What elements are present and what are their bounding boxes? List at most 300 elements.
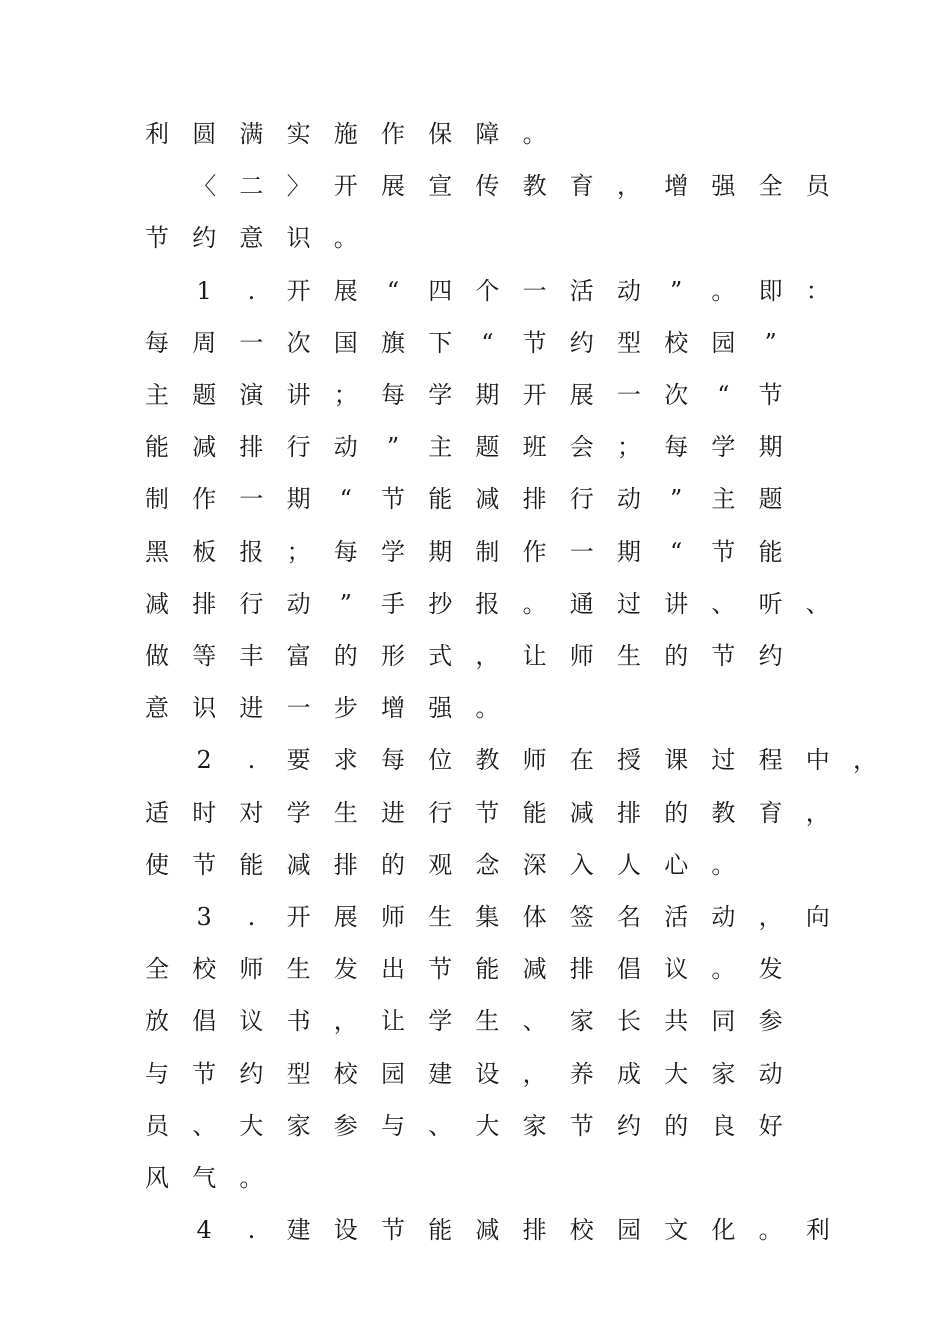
text-glyph: 。 <box>475 694 500 723</box>
text-glyph: 学 <box>711 433 736 462</box>
text-glyph: 共 <box>664 1007 689 1036</box>
text-glyph: 位 <box>428 746 453 775</box>
text-glyph: 生 <box>286 955 311 984</box>
text-glyph: 作 <box>381 120 405 148</box>
text-glyph: 能 <box>145 433 169 462</box>
text-glyph: 型 <box>286 1059 311 1088</box>
text-glyph: 建 <box>286 1216 311 1245</box>
text-glyph: 约 <box>617 1111 641 1140</box>
text-glyph: 好 <box>758 1111 783 1140</box>
text-glyph: . <box>247 746 256 775</box>
text-glyph: 与 <box>381 1111 405 1140</box>
text-glyph: 学 <box>286 798 311 827</box>
text-glyph: ” <box>764 328 777 357</box>
text-line <box>0 380 950 410</box>
text-glyph: 。 <box>333 224 358 253</box>
text-glyph: 、 <box>805 589 830 618</box>
text-glyph: 每 <box>664 433 689 462</box>
text-glyph: 意 <box>145 694 169 723</box>
text-glyph: 班 <box>522 433 547 462</box>
text-glyph: 期 <box>758 433 783 462</box>
text-glyph: 过 <box>617 589 641 618</box>
text-glyph: 期 <box>286 485 311 514</box>
text-glyph: 排 <box>192 589 217 618</box>
text-glyph: ， <box>617 172 641 201</box>
text-glyph: 约 <box>239 1059 264 1088</box>
text-glyph: 强 <box>711 172 736 201</box>
text-glyph: 师 <box>569 642 594 670</box>
text-glyph: 能 <box>758 537 783 566</box>
text-glyph: 国 <box>333 328 358 357</box>
text-glyph: 减 <box>286 850 311 879</box>
text-glyph: 展 <box>333 903 358 931</box>
text-line <box>0 798 950 828</box>
text-glyph: ： <box>805 276 830 305</box>
text-glyph: “ <box>717 381 730 409</box>
text-glyph: 能 <box>428 1216 453 1245</box>
text-glyph: 生 <box>475 1007 500 1036</box>
text-glyph: 倡 <box>192 1007 217 1036</box>
text-glyph: 施 <box>333 120 358 148</box>
text-glyph: 二 <box>239 172 264 201</box>
text-line <box>0 693 950 723</box>
text-glyph: 减 <box>475 1216 500 1245</box>
text-glyph: 型 <box>617 328 641 357</box>
text-glyph: 板 <box>192 537 217 566</box>
text-glyph: 议 <box>664 955 689 984</box>
text-glyph: 主 <box>145 381 169 409</box>
text-glyph: 校 <box>333 1059 358 1088</box>
text-glyph: 报 <box>239 537 264 566</box>
text-glyph: 与 <box>145 1059 169 1088</box>
text-glyph: 师 <box>522 746 547 775</box>
text-glyph: 气 <box>192 1164 217 1192</box>
text-glyph: 一 <box>286 694 311 723</box>
text-line <box>0 432 950 462</box>
text-glyph: 作 <box>522 537 547 566</box>
text-glyph: 排 <box>333 850 358 879</box>
text-glyph: 期 <box>475 381 500 409</box>
text-glyph: 心 <box>664 850 689 879</box>
text-glyph: 排 <box>569 955 594 984</box>
text-glyph: 员 <box>145 1111 169 1140</box>
text-glyph: 展 <box>569 381 594 409</box>
text-glyph: 开 <box>286 903 311 931</box>
text-glyph: 成 <box>617 1059 641 1088</box>
text-glyph: “ <box>670 537 683 566</box>
text-line <box>0 537 950 567</box>
text-glyph: 节 <box>381 485 405 514</box>
text-glyph: 富 <box>286 642 311 670</box>
text-glyph: 做 <box>145 642 169 670</box>
text-glyph: 增 <box>381 694 405 723</box>
text-line <box>0 119 950 149</box>
text-glyph: 听 <box>758 589 783 618</box>
text-glyph: 增 <box>664 172 689 201</box>
text-glyph: ” <box>670 276 683 305</box>
text-glyph: ， <box>805 798 830 827</box>
text-glyph: 生 <box>428 903 453 931</box>
text-glyph: 个 <box>475 276 500 305</box>
text-glyph: 〉 <box>286 172 311 201</box>
text-glyph: 能 <box>428 485 453 514</box>
text-glyph: 节 <box>381 1216 405 1245</box>
text-glyph: 。 <box>522 589 547 618</box>
text-glyph: 节 <box>711 642 736 670</box>
text-glyph: . <box>247 276 256 305</box>
text-glyph: 减 <box>569 798 594 827</box>
text-glyph: 中 <box>805 746 830 775</box>
text-glyph: ” <box>339 589 352 618</box>
text-glyph: 行 <box>286 433 311 462</box>
text-glyph: 节 <box>428 955 453 984</box>
text-glyph: 一 <box>239 485 264 514</box>
text-glyph: 主 <box>428 433 453 462</box>
text-glyph: 演 <box>239 381 264 409</box>
text-glyph: 会 <box>569 433 594 462</box>
text-glyph: 活 <box>569 276 594 305</box>
text-line <box>0 1163 950 1193</box>
text-glyph: 识 <box>286 224 311 253</box>
text-glyph: 能 <box>475 955 500 984</box>
text-glyph: 题 <box>758 485 783 514</box>
text-glyph: 签 <box>569 903 594 931</box>
text-glyph: 行 <box>569 485 594 514</box>
text-glyph: 。 <box>239 1164 264 1192</box>
text-glyph: 观 <box>428 850 453 879</box>
text-glyph: 参 <box>758 1007 783 1036</box>
text-glyph: 园 <box>711 328 736 357</box>
text-glyph: 一 <box>569 537 594 566</box>
text-glyph: 适 <box>145 798 169 827</box>
text-glyph: 让 <box>381 1007 405 1036</box>
text-glyph: 传 <box>475 172 500 201</box>
text-glyph: 减 <box>145 589 169 618</box>
text-glyph: 化 <box>711 1216 736 1245</box>
text-glyph: 参 <box>333 1111 358 1140</box>
text-glyph: 发 <box>333 955 358 984</box>
text-glyph: 进 <box>239 694 264 723</box>
text-glyph: 风 <box>145 1164 169 1192</box>
text-glyph: 约 <box>569 328 594 357</box>
text-glyph: 动 <box>711 903 736 931</box>
text-glyph: 全 <box>758 172 783 201</box>
text-glyph: 家 <box>522 1111 547 1140</box>
text-glyph: . <box>247 1216 256 1245</box>
text-glyph: 同 <box>711 1007 736 1036</box>
text-glyph: ， <box>333 1007 358 1036</box>
text-glyph: 3 <box>196 903 212 931</box>
text-line <box>0 1059 950 1089</box>
text-glyph: 能 <box>522 798 547 827</box>
text-glyph: 〈 <box>192 172 217 201</box>
text-glyph: 教 <box>711 798 736 827</box>
text-glyph: 文 <box>664 1216 689 1245</box>
text-glyph: 学 <box>428 1007 453 1036</box>
text-glyph: ， <box>853 746 877 775</box>
text-glyph: 制 <box>145 485 169 514</box>
text-line <box>0 641 950 671</box>
text-line <box>0 484 950 514</box>
text-glyph: 黑 <box>145 537 169 566</box>
text-glyph: 员 <box>805 172 830 201</box>
text-glyph: ” <box>670 485 683 514</box>
text-line <box>0 954 950 984</box>
text-glyph: 步 <box>333 694 358 723</box>
text-glyph: 的 <box>664 1111 689 1140</box>
text-glyph: 一 <box>522 276 547 305</box>
text-glyph: 节 <box>711 537 736 566</box>
text-glyph: 排 <box>522 1216 547 1245</box>
text-glyph: 减 <box>475 485 500 514</box>
text-glyph: 活 <box>664 903 689 931</box>
text-glyph: 长 <box>617 1007 641 1036</box>
text-line <box>0 171 950 201</box>
text-glyph: 开 <box>286 276 311 305</box>
text-line <box>0 328 950 358</box>
text-glyph: 念 <box>475 850 500 879</box>
text-glyph: ” <box>386 433 400 462</box>
text-glyph: 制 <box>475 537 500 566</box>
text-glyph: 识 <box>192 694 217 723</box>
text-line <box>0 745 950 775</box>
text-line <box>0 850 950 880</box>
text-glyph: 授 <box>617 746 641 775</box>
text-glyph: 开 <box>522 381 547 409</box>
text-glyph: 校 <box>664 328 689 357</box>
text-glyph: 动 <box>286 589 311 618</box>
text-line <box>0 1111 950 1141</box>
text-glyph: 育 <box>569 172 594 201</box>
text-glyph: 周 <box>192 328 217 357</box>
text-glyph: 。 <box>711 276 736 305</box>
text-glyph: 利 <box>145 120 169 148</box>
text-line <box>0 902 950 932</box>
text-glyph: 满 <box>239 120 264 148</box>
text-glyph: 建 <box>428 1059 453 1088</box>
text-glyph: 、 <box>192 1111 217 1140</box>
text-glyph: 出 <box>381 955 405 984</box>
text-glyph: 进 <box>381 798 405 827</box>
text-glyph: 节 <box>145 224 169 253</box>
text-line <box>0 1006 950 1036</box>
text-glyph: 等 <box>192 642 217 670</box>
text-line <box>0 589 950 619</box>
text-glyph: 动 <box>617 485 641 514</box>
text-glyph: 。 <box>711 955 736 984</box>
text-glyph: ， <box>522 1059 547 1088</box>
text-glyph: 实 <box>286 120 311 148</box>
text-glyph: 议 <box>239 1007 264 1036</box>
text-glyph: 利 <box>805 1216 830 1245</box>
text-glyph: 让 <box>522 642 547 670</box>
text-glyph: 节 <box>475 798 500 827</box>
text-glyph: 减 <box>522 955 547 984</box>
text-glyph: 师 <box>381 903 405 931</box>
text-glyph: 家 <box>569 1007 594 1036</box>
text-glyph: 展 <box>333 276 358 305</box>
text-glyph: 课 <box>664 746 689 775</box>
text-glyph: 教 <box>522 172 547 201</box>
text-glyph: 次 <box>286 328 311 357</box>
text-glyph: 设 <box>333 1216 358 1245</box>
text-glyph: 每 <box>145 328 169 357</box>
text-glyph: . <box>247 903 256 931</box>
text-glyph: 行 <box>239 589 264 618</box>
text-glyph: 一 <box>617 381 641 409</box>
text-glyph: 次 <box>664 381 689 409</box>
text-glyph: 开 <box>333 172 358 201</box>
text-glyph: 良 <box>711 1111 736 1140</box>
text-glyph: 节 <box>192 850 217 879</box>
text-glyph: 形 <box>381 642 405 670</box>
text-glyph: 的 <box>664 798 689 827</box>
text-glyph: 使 <box>145 850 169 879</box>
text-glyph: 手 <box>381 589 405 618</box>
text-glyph: 的 <box>664 642 689 670</box>
text-glyph: 育 <box>758 798 783 827</box>
text-glyph: 2 <box>196 746 212 775</box>
text-glyph: 的 <box>333 642 358 670</box>
text-glyph: 动 <box>617 276 641 305</box>
text-glyph: 每 <box>333 537 358 566</box>
text-glyph: ； <box>333 381 358 409</box>
text-glyph: 放 <box>145 1007 169 1036</box>
text-glyph: 发 <box>758 955 783 984</box>
text-glyph: 保 <box>428 120 453 148</box>
text-glyph: 圆 <box>192 120 217 148</box>
text-glyph: 校 <box>192 955 217 984</box>
text-glyph: 排 <box>522 485 547 514</box>
text-glyph: 节 <box>522 328 547 357</box>
text-glyph: 人 <box>617 850 641 879</box>
text-glyph: 约 <box>192 224 217 253</box>
text-glyph: 4 <box>196 1216 212 1245</box>
text-glyph: 行 <box>428 798 453 827</box>
text-glyph: 校 <box>569 1216 594 1245</box>
text-glyph: 一 <box>239 328 264 357</box>
text-glyph: “ <box>339 485 352 514</box>
text-glyph: 书 <box>286 1007 311 1036</box>
text-glyph: 期 <box>428 537 453 566</box>
text-glyph: 即 <box>758 276 783 305</box>
text-glyph: 程 <box>758 746 783 775</box>
text-glyph: 约 <box>758 642 783 670</box>
text-glyph: ； <box>617 433 641 462</box>
text-glyph: 题 <box>475 433 500 462</box>
text-line <box>0 1215 950 1245</box>
text-glyph: 园 <box>617 1216 641 1245</box>
text-glyph: 讲 <box>664 589 689 618</box>
text-glyph: 意 <box>239 224 264 253</box>
text-glyph: 要 <box>286 746 311 775</box>
text-glyph: 名 <box>617 903 641 931</box>
text-glyph: 养 <box>569 1059 594 1088</box>
text-glyph: 大 <box>239 1111 264 1140</box>
text-glyph: 报 <box>475 589 500 618</box>
text-glyph: 宣 <box>428 172 453 201</box>
text-glyph: 动 <box>333 433 358 462</box>
text-glyph: ， <box>475 642 500 670</box>
text-glyph: 。 <box>711 850 736 879</box>
text-glyph: 学 <box>381 537 405 566</box>
text-glyph: 集 <box>475 903 500 931</box>
text-glyph: 、 <box>711 589 736 618</box>
text-glyph: ； <box>286 537 311 566</box>
text-glyph: 家 <box>286 1111 311 1140</box>
text-line <box>0 223 950 253</box>
text-glyph: 园 <box>381 1059 405 1088</box>
text-glyph: 题 <box>192 381 217 409</box>
text-glyph: 生 <box>617 642 641 670</box>
text-glyph: 学 <box>428 381 453 409</box>
text-glyph: 、 <box>522 1007 547 1036</box>
text-glyph: 大 <box>475 1111 500 1140</box>
text-glyph: 期 <box>617 537 641 566</box>
text-glyph: 1 <box>196 276 212 305</box>
text-glyph: 过 <box>711 746 736 775</box>
text-line <box>0 276 950 306</box>
text-glyph: 排 <box>617 798 641 827</box>
text-glyph: 求 <box>333 746 358 775</box>
text-glyph: 每 <box>381 381 405 409</box>
text-glyph: 通 <box>569 589 594 618</box>
text-glyph: “ <box>481 328 494 357</box>
text-glyph: 下 <box>428 328 453 357</box>
text-glyph: 全 <box>145 955 169 984</box>
text-glyph: 排 <box>239 433 264 462</box>
text-glyph: 旗 <box>381 328 405 357</box>
text-glyph: 强 <box>428 694 453 723</box>
text-glyph: 节 <box>569 1111 594 1140</box>
text-glyph: 动 <box>758 1059 783 1088</box>
text-glyph: 教 <box>475 746 500 775</box>
text-glyph: 、 <box>428 1111 453 1140</box>
text-glyph: 的 <box>381 850 405 879</box>
text-glyph: 设 <box>475 1059 500 1088</box>
text-glyph: “ <box>386 276 400 305</box>
text-glyph: 时 <box>192 798 217 827</box>
text-glyph: 减 <box>192 433 217 462</box>
text-glyph: 深 <box>522 850 547 879</box>
text-glyph: 。 <box>522 120 547 148</box>
text-glyph: 体 <box>522 903 547 931</box>
text-glyph: 家 <box>711 1059 736 1088</box>
text-glyph: 式 <box>428 642 453 670</box>
text-glyph: 。 <box>758 1216 783 1245</box>
text-glyph: 倡 <box>617 955 641 984</box>
text-glyph: ， <box>758 903 783 931</box>
text-glyph: 节 <box>192 1059 217 1088</box>
text-glyph: 对 <box>239 798 264 827</box>
text-glyph: 讲 <box>286 381 311 409</box>
text-glyph: 能 <box>239 850 264 879</box>
text-glyph: 每 <box>381 746 405 775</box>
text-glyph: 障 <box>475 120 500 148</box>
text-glyph: 节 <box>758 381 783 409</box>
text-glyph: 展 <box>381 172 405 201</box>
text-glyph: 主 <box>711 485 736 514</box>
text-glyph: 丰 <box>239 642 264 670</box>
text-glyph: 向 <box>805 903 830 931</box>
text-glyph: 作 <box>192 485 217 514</box>
text-glyph: 四 <box>428 276 453 305</box>
text-glyph: 大 <box>664 1059 689 1088</box>
text-glyph: 入 <box>569 850 594 879</box>
text-glyph: 生 <box>333 798 358 827</box>
text-glyph: 抄 <box>428 589 453 618</box>
text-glyph: 师 <box>239 955 264 984</box>
